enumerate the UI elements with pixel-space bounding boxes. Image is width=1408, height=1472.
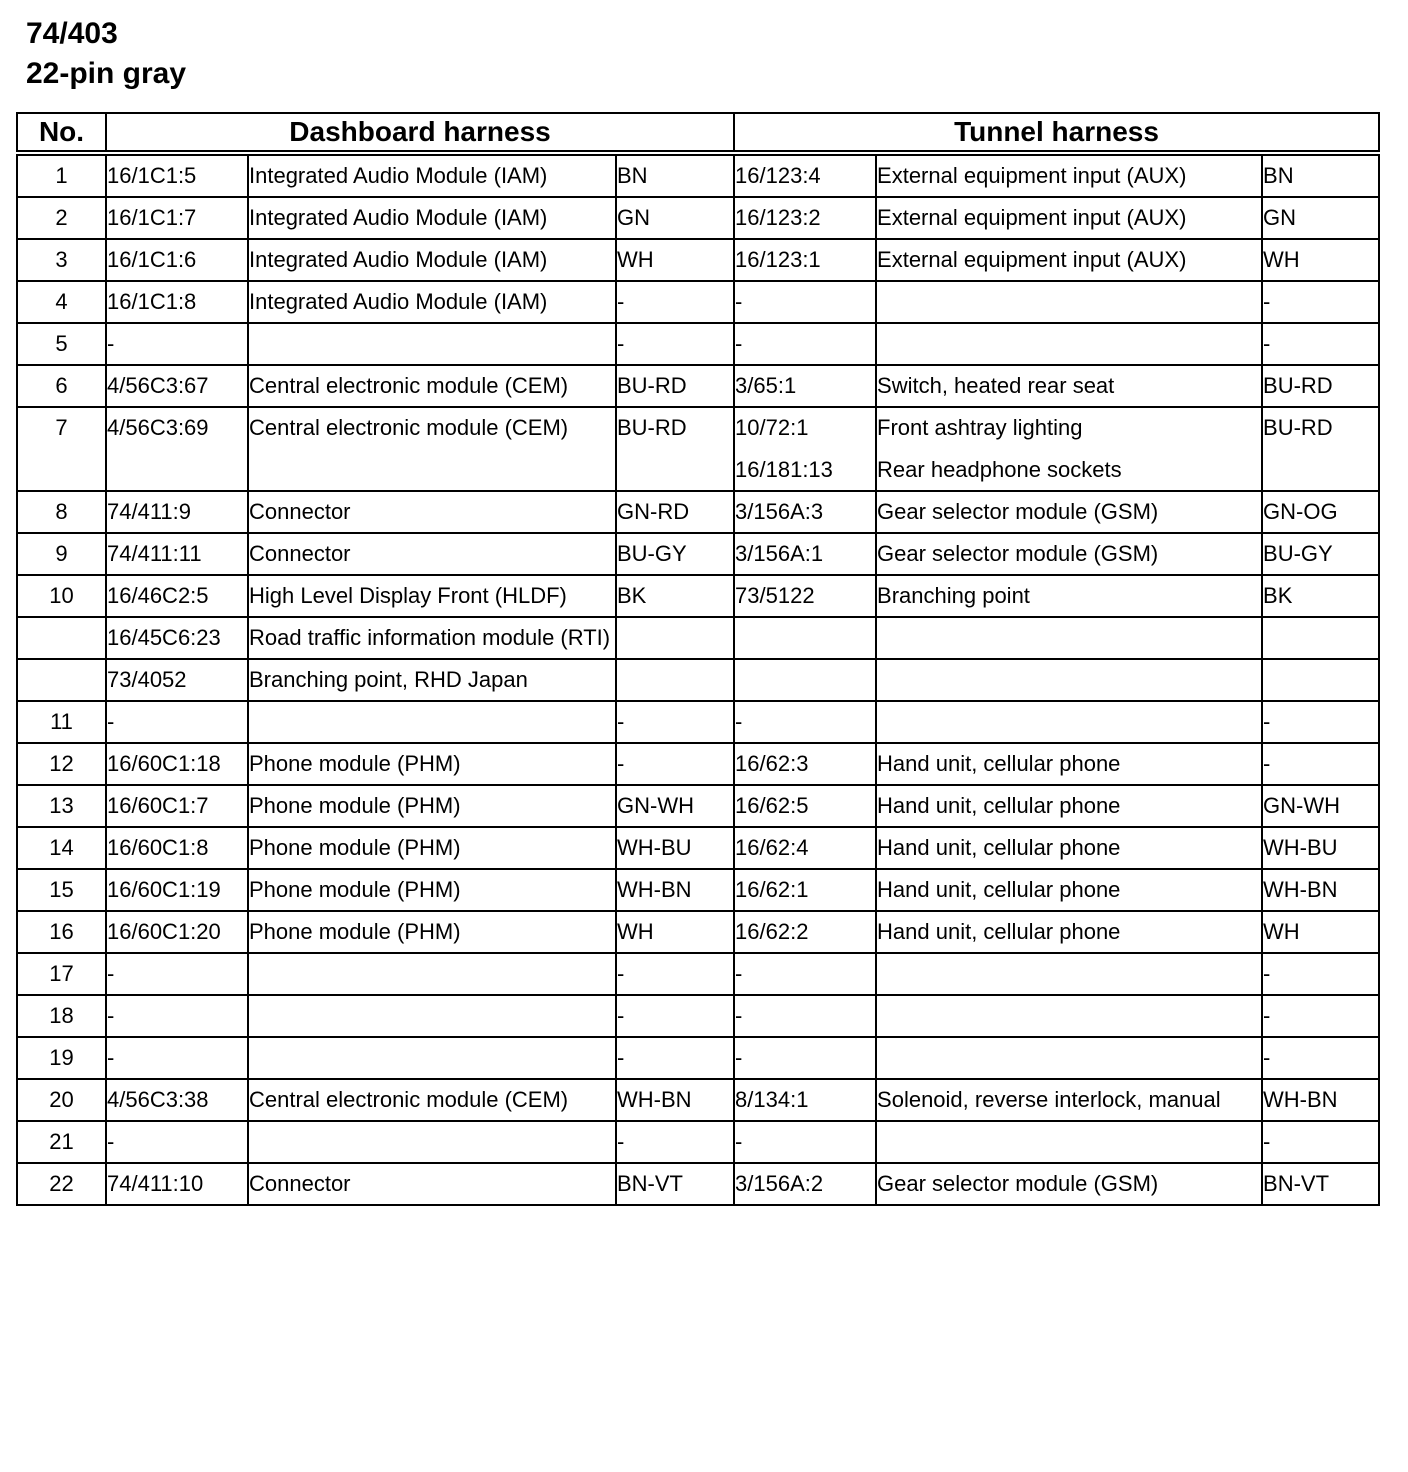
- tunnel-component: Hand unit, cellular phone: [876, 785, 1262, 827]
- dashboard-wire-color: BN: [616, 153, 734, 197]
- table-row: [17, 575, 1379, 617]
- tunnel-connector-ref: 3/156A:1: [734, 533, 876, 575]
- dashboard-wire-color: -: [616, 953, 734, 995]
- tunnel-wire-color: -: [1262, 953, 1379, 995]
- tunnel-connector-ref: [734, 407, 876, 491]
- dashboard-wire-color: -: [616, 701, 734, 743]
- table-row: [17, 1037, 1379, 1079]
- tunnel-connector-ref: -: [734, 953, 876, 995]
- tunnel-wire-color: -: [1262, 743, 1379, 785]
- pin-number: 4: [17, 281, 106, 323]
- dashboard-component: Central electronic module (CEM): [248, 1079, 616, 1121]
- dashboard-connector-ref: 16/1C1:5: [106, 153, 248, 197]
- tunnel-component: [876, 617, 1262, 659]
- dashboard-component: Connector: [248, 533, 616, 575]
- table-row: [17, 153, 1379, 197]
- connector-description: 22-pin gray: [26, 57, 187, 90]
- dashboard-connector-ref: 4/56C3:38: [106, 1079, 248, 1121]
- dashboard-wire-color: BU-GY: [616, 533, 734, 575]
- tunnel-connector-ref: -: [734, 701, 876, 743]
- dashboard-component: Branching point, RHD Japan: [248, 659, 616, 701]
- dashboard-wire-color: -: [616, 743, 734, 785]
- dashboard-wire-color: BU-RD: [616, 407, 734, 491]
- tunnel-wire-color: GN-OG: [1262, 491, 1379, 533]
- tunnel-connector-ref-line: 16/181:13: [735, 457, 833, 482]
- tunnel-wire-color: -: [1262, 323, 1379, 365]
- dashboard-component: Integrated Audio Module (IAM): [248, 281, 616, 323]
- pin-number: 3: [17, 239, 106, 281]
- dashboard-component: [248, 323, 616, 365]
- table-row: [17, 1121, 1379, 1163]
- dashboard-connector-ref: 16/60C1:18: [106, 743, 248, 785]
- dashboard-component: Integrated Audio Module (IAM): [248, 153, 616, 197]
- connector-title: [26, 14, 186, 94]
- tunnel-wire-color: -: [1262, 995, 1379, 1037]
- tunnel-component: Gear selector module (GSM): [876, 1163, 1262, 1205]
- pin-number: 11: [17, 701, 106, 743]
- tunnel-connector-ref: 16/62:2: [734, 911, 876, 953]
- dashboard-wire-color: BU-RD: [616, 365, 734, 407]
- tunnel-wire-color: -: [1262, 1037, 1379, 1079]
- tunnel-component: Solenoid, reverse interlock, manual: [876, 1079, 1262, 1121]
- pin-number: [17, 617, 106, 659]
- dashboard-connector-ref: 16/1C1:6: [106, 239, 248, 281]
- pin-number: 20: [17, 1079, 106, 1121]
- dashboard-connector-ref: 4/56C3:67: [106, 365, 248, 407]
- tunnel-connector-ref: 3/156A:3: [734, 491, 876, 533]
- dashboard-component: Integrated Audio Module (IAM): [248, 239, 616, 281]
- dashboard-component: Phone module (PHM): [248, 743, 616, 785]
- tunnel-component: [876, 701, 1262, 743]
- pin-number: 1: [17, 153, 106, 197]
- dashboard-wire-color: WH: [616, 911, 734, 953]
- table-row: [17, 911, 1379, 953]
- pin-number: 15: [17, 869, 106, 911]
- dashboard-connector-ref: 74/411:10: [106, 1163, 248, 1205]
- table-header-row: [17, 113, 1379, 153]
- pin-number: 5: [17, 323, 106, 365]
- tunnel-connector-ref: 3/65:1: [734, 365, 876, 407]
- table-row: [17, 1163, 1379, 1205]
- dashboard-component: [248, 1121, 616, 1163]
- tunnel-component: [876, 407, 1262, 491]
- tunnel-component-line: Rear headphone sockets: [877, 457, 1122, 482]
- dashboard-component: [248, 995, 616, 1037]
- dashboard-connector-ref: 74/411:11: [106, 533, 248, 575]
- table-row: [17, 239, 1379, 281]
- tunnel-wire-color: GN-WH: [1262, 785, 1379, 827]
- tunnel-component: Hand unit, cellular phone: [876, 827, 1262, 869]
- tunnel-component: External equipment input (AUX): [876, 153, 1262, 197]
- dashboard-wire-color: WH-BU: [616, 827, 734, 869]
- tunnel-component: Hand unit, cellular phone: [876, 911, 1262, 953]
- table-row: [17, 407, 1379, 491]
- pin-number: [17, 659, 106, 701]
- dashboard-connector-ref: -: [106, 701, 248, 743]
- dashboard-connector-ref: 73/4052: [106, 659, 248, 701]
- dashboard-connector-ref: 16/60C1:8: [106, 827, 248, 869]
- dashboard-wire-color: -: [616, 1121, 734, 1163]
- tunnel-connector-ref-line: 10/72:1: [735, 415, 809, 440]
- tunnel-wire-color: BU-RD: [1262, 365, 1379, 407]
- tunnel-connector-ref: 16/62:5: [734, 785, 876, 827]
- dashboard-component: Phone module (PHM): [248, 785, 616, 827]
- tunnel-wire-color: GN: [1262, 197, 1379, 239]
- dashboard-wire-color: WH-BN: [616, 1079, 734, 1121]
- dashboard-component: High Level Display Front (HLDF): [248, 575, 616, 617]
- tunnel-wire-color: BN: [1262, 153, 1379, 197]
- pin-number: 19: [17, 1037, 106, 1079]
- tunnel-wire-color: WH-BN: [1262, 1079, 1379, 1121]
- dashboard-component: [248, 953, 616, 995]
- tunnel-connector-ref: -: [734, 1121, 876, 1163]
- pin-number: 2: [17, 197, 106, 239]
- dashboard-component: Connector: [248, 491, 616, 533]
- table-row: [17, 1079, 1379, 1121]
- dashboard-wire-color: BK: [616, 575, 734, 617]
- tunnel-component: Hand unit, cellular phone: [876, 743, 1262, 785]
- dashboard-connector-ref: -: [106, 1121, 248, 1163]
- table-row: [17, 827, 1379, 869]
- tunnel-connector-ref: 16/123:2: [734, 197, 876, 239]
- tunnel-component: [876, 1037, 1262, 1079]
- pin-number: 8: [17, 491, 106, 533]
- tunnel-connector-ref: -: [734, 323, 876, 365]
- dashboard-wire-color: WH: [616, 239, 734, 281]
- dashboard-connector-ref: 16/1C1:8: [106, 281, 248, 323]
- table-row: [17, 365, 1379, 407]
- tunnel-component: Switch, heated rear seat: [876, 365, 1262, 407]
- dashboard-component: Phone module (PHM): [248, 911, 616, 953]
- dashboard-component: Central electronic module (CEM): [248, 407, 616, 491]
- tunnel-connector-ref: [734, 617, 876, 659]
- table-row: [17, 659, 1379, 701]
- tunnel-connector-ref: 3/156A:2: [734, 1163, 876, 1205]
- dashboard-component: Connector: [248, 1163, 616, 1205]
- header-dashboard-harness: Dashboard harness: [106, 113, 734, 153]
- tunnel-wire-color: BN-VT: [1262, 1163, 1379, 1205]
- tunnel-connector-ref: -: [734, 1037, 876, 1079]
- dashboard-connector-ref: -: [106, 995, 248, 1037]
- dashboard-component: Phone module (PHM): [248, 869, 616, 911]
- connector-id: 74/403: [26, 17, 118, 50]
- pin-number: 22: [17, 1163, 106, 1205]
- tunnel-connector-ref: 16/123:1: [734, 239, 876, 281]
- table-row: [17, 491, 1379, 533]
- tunnel-connector-ref: 16/62:1: [734, 869, 876, 911]
- tunnel-component: [876, 281, 1262, 323]
- pin-number: 16: [17, 911, 106, 953]
- tunnel-component: Branching point: [876, 575, 1262, 617]
- tunnel-component: External equipment input (AUX): [876, 197, 1262, 239]
- tunnel-component: [876, 995, 1262, 1037]
- tunnel-wire-color: WH: [1262, 911, 1379, 953]
- table-row: [17, 323, 1379, 365]
- tunnel-wire-color: BU-RD: [1262, 407, 1379, 491]
- dashboard-wire-color: -: [616, 995, 734, 1037]
- dashboard-connector-ref: 16/60C1:19: [106, 869, 248, 911]
- tunnel-component: Hand unit, cellular phone: [876, 869, 1262, 911]
- tunnel-wire-color: WH: [1262, 239, 1379, 281]
- tunnel-component-line: Front ashtray lighting: [877, 415, 1083, 440]
- tunnel-wire-color: [1262, 617, 1379, 659]
- dashboard-component: [248, 701, 616, 743]
- tunnel-wire-color: BK: [1262, 575, 1379, 617]
- pin-number: 21: [17, 1121, 106, 1163]
- dashboard-connector-ref: 16/45C6:23: [106, 617, 248, 659]
- tunnel-wire-color: -: [1262, 281, 1379, 323]
- dashboard-connector-ref: -: [106, 1037, 248, 1079]
- table-row: [17, 785, 1379, 827]
- dashboard-wire-color: -: [616, 281, 734, 323]
- table-row: [17, 869, 1379, 911]
- table-row: [17, 701, 1379, 743]
- dashboard-wire-color: GN-WH: [616, 785, 734, 827]
- tunnel-connector-ref: 16/123:4: [734, 153, 876, 197]
- pin-assignment-table: [16, 112, 1380, 1206]
- dashboard-wire-color: GN: [616, 197, 734, 239]
- table-row: [17, 197, 1379, 239]
- dashboard-connector-ref: 16/46C2:5: [106, 575, 248, 617]
- tunnel-wire-color: WH-BU: [1262, 827, 1379, 869]
- dashboard-wire-color: [616, 617, 734, 659]
- tunnel-component: [876, 953, 1262, 995]
- dashboard-wire-color: -: [616, 1037, 734, 1079]
- tunnel-component: Gear selector module (GSM): [876, 491, 1262, 533]
- tunnel-wire-color: BU-GY: [1262, 533, 1379, 575]
- pin-number: 13: [17, 785, 106, 827]
- dashboard-connector-ref: 74/411:9: [106, 491, 248, 533]
- dashboard-wire-color: -: [616, 323, 734, 365]
- dashboard-connector-ref: 4/56C3:69: [106, 407, 248, 491]
- table-row: [17, 743, 1379, 785]
- tunnel-wire-color: -: [1262, 1121, 1379, 1163]
- dashboard-wire-color: GN-RD: [616, 491, 734, 533]
- tunnel-component: External equipment input (AUX): [876, 239, 1262, 281]
- table-row: [17, 953, 1379, 995]
- pin-number: 9: [17, 533, 106, 575]
- pin-rows: [17, 153, 1379, 1205]
- tunnel-connector-ref: -: [734, 995, 876, 1037]
- header-tunnel-harness: Tunnel harness: [734, 113, 1379, 153]
- tunnel-connector-ref: 16/62:4: [734, 827, 876, 869]
- tunnel-component: [876, 1121, 1262, 1163]
- dashboard-connector-ref: 16/1C1:7: [106, 197, 248, 239]
- pin-number: 17: [17, 953, 106, 995]
- tunnel-connector-ref: 8/134:1: [734, 1079, 876, 1121]
- table-row: [17, 281, 1379, 323]
- table-row: [17, 617, 1379, 659]
- dashboard-component: Phone module (PHM): [248, 827, 616, 869]
- tunnel-connector-ref: 73/5122: [734, 575, 876, 617]
- tunnel-component: Gear selector module (GSM): [876, 533, 1262, 575]
- tunnel-connector-ref: -: [734, 281, 876, 323]
- pin-number: 7: [17, 407, 106, 491]
- tunnel-component: [876, 659, 1262, 701]
- dashboard-component: Integrated Audio Module (IAM): [248, 197, 616, 239]
- tunnel-wire-color: -: [1262, 701, 1379, 743]
- dashboard-connector-ref: 16/60C1:20: [106, 911, 248, 953]
- pin-number: 14: [17, 827, 106, 869]
- dashboard-wire-color: BN-VT: [616, 1163, 734, 1205]
- tunnel-connector-ref: 16/62:3: [734, 743, 876, 785]
- dashboard-connector-ref: -: [106, 953, 248, 995]
- tunnel-component: [876, 323, 1262, 365]
- dashboard-wire-color: WH-BN: [616, 869, 734, 911]
- tunnel-connector-ref: [734, 659, 876, 701]
- dashboard-component: Central electronic module (CEM): [248, 365, 616, 407]
- dashboard-connector-ref: 16/60C1:7: [106, 785, 248, 827]
- pin-number: 6: [17, 365, 106, 407]
- pin-number: 18: [17, 995, 106, 1037]
- pin-number: 12: [17, 743, 106, 785]
- dashboard-component: Road traffic information module (RTI): [248, 617, 616, 659]
- tunnel-wire-color: WH-BN: [1262, 869, 1379, 911]
- dashboard-connector-ref: -: [106, 323, 248, 365]
- table-row: [17, 533, 1379, 575]
- pin-number: 10: [17, 575, 106, 617]
- header-no: No.: [17, 113, 106, 153]
- table-row: [17, 995, 1379, 1037]
- dashboard-component: [248, 1037, 616, 1079]
- tunnel-wire-color: [1262, 659, 1379, 701]
- dashboard-wire-color: [616, 659, 734, 701]
